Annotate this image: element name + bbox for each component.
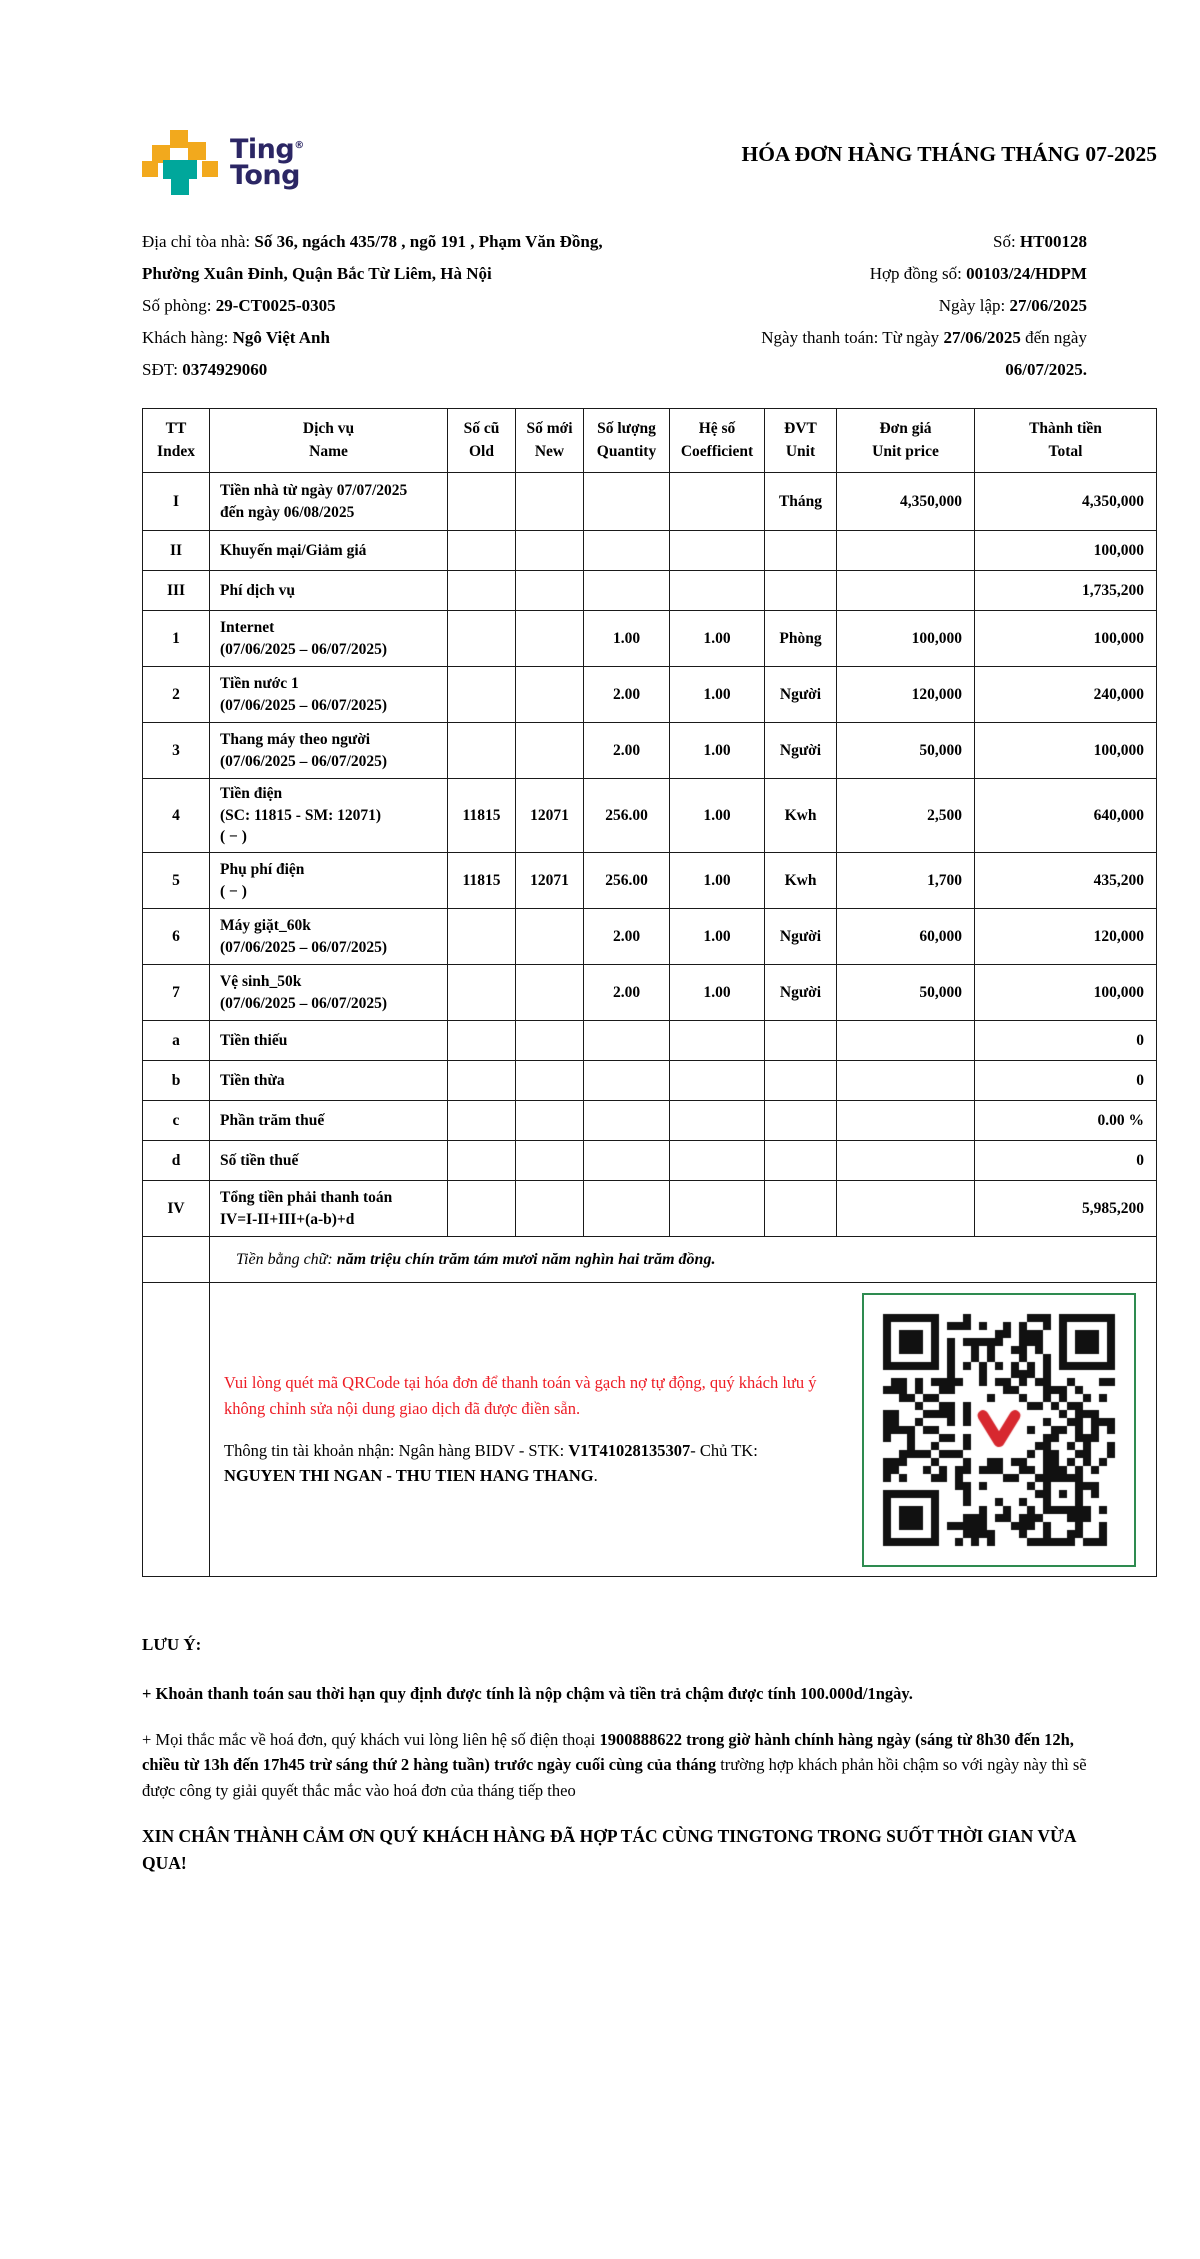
quantity [584,1021,670,1061]
coefficient [670,1141,765,1181]
service-name: Tiền nhà từ ngày 07/07/2025 đến ngày 06/08/2025 [210,473,448,531]
thank-you-message: XIN CHÂN THÀNH CẢM ƠN QUÝ KHÁCH HÀNG ĐÃ HỢP TÁC CÙNG TINGTONG TRONG SUỐT THỜI GIAN VỪA QUA! [142,1826,1076,1874]
tingtong-logo-icon [142,130,218,196]
coefficient: 1.00 [670,723,765,779]
quantity [584,1141,670,1181]
old-reading [448,909,516,965]
table-row [143,1181,1157,1237]
unit: Phòng [765,611,837,667]
unit [765,1021,837,1061]
coefficient [670,571,765,611]
unit-price: 100,000 [837,611,975,667]
coefficient: 1.00 [670,909,765,965]
coefficient: 1.00 [670,853,765,909]
total-amount: 100,000 [975,531,1157,571]
coefficient [670,531,765,571]
table-row [143,1021,1157,1061]
footer-notes [142,1635,1157,1878]
unit [765,1181,837,1237]
new-reading [516,1061,584,1101]
payment-qr-code [862,1293,1136,1567]
total-amount: 100,000 [975,611,1157,667]
service-name: Số tiền thuế [210,1141,448,1181]
row-index: 5 [143,853,210,909]
building-address-line2: Phường Xuân Đỉnh, Quận Bắc Từ Liêm, Hà Nội [142,264,492,283]
new-reading [516,723,584,779]
column-header: Dịch vụ Name [210,409,448,473]
column-header: Thành tiền Total [975,409,1157,473]
quantity [584,1061,670,1101]
table-row [143,473,1157,531]
service-name: Tiền điện (SC: 11815 - SM: 12071) ( − ) [210,779,448,853]
table-row [143,611,1157,667]
quantity: 2.00 [584,909,670,965]
table-row [143,853,1157,909]
row-index: 4 [143,779,210,853]
row-index: 6 [143,909,210,965]
service-name: Phụ phí điện ( − ) [210,853,448,909]
invoice-title: HÓA ĐƠN HÀNG THÁNG THÁNG 07-2025 [741,142,1157,166]
invoice-page [142,130,1157,1898]
qr-scan-note: Vui lòng quét mã QRCode tại hóa đơn để thanh toán và gạch nợ tự động, quý khách lưu ý không chỉnh sửa nội dung giao dịch đã được điền sẵn. [224,1373,817,1418]
qr-payment-cell [210,1283,1157,1577]
contract-number: Hợp đồng số: 00103/24/HDPM [869,264,1087,283]
unit-price: 4,350,000 [837,473,975,531]
unit-price [837,1141,975,1181]
service-name: Internet (07/06/2025 – 06/07/2025) [210,611,448,667]
invoice-table [142,408,1157,1577]
column-header: TT Index [143,409,210,473]
old-reading [448,723,516,779]
payment-instructions [210,1370,862,1488]
old-reading [448,1141,516,1181]
table-row [143,723,1157,779]
coefficient [670,1181,765,1237]
row-index: II [143,531,210,571]
coefficient: 1.00 [670,965,765,1021]
column-header: Hệ số Coefficient [670,409,765,473]
table-row [143,779,1157,853]
unit [765,1101,837,1141]
column-header: Số cũ Old [448,409,516,473]
room-number: Số phòng: 29-CT0025-0305 [142,296,336,315]
total-amount: 0 [975,1061,1157,1101]
quantity [584,1181,670,1237]
column-header: Đơn giá Unit price [837,409,975,473]
old-reading [448,965,516,1021]
table-row [143,531,1157,571]
unit: Tháng [765,473,837,531]
total-amount: 640,000 [975,779,1157,853]
unit-price: 50,000 [837,965,975,1021]
quantity [584,571,670,611]
row-index: c [143,1101,210,1141]
table-row [143,909,1157,965]
old-reading [448,667,516,723]
header-row [143,409,1157,473]
service-name: Vệ sinh_50k (07/06/2025 – 06/07/2025) [210,965,448,1021]
total-amount: 120,000 [975,909,1157,965]
registered-mark: ® [294,140,304,152]
total-amount: 1,735,200 [975,571,1157,611]
row-index: 1 [143,611,210,667]
unit [765,1061,837,1101]
table-row [143,571,1157,611]
service-name: Máy giặt_60k (07/06/2025 – 06/07/2025) [210,909,448,965]
table-row [143,1061,1157,1101]
new-reading [516,571,584,611]
coefficient: 1.00 [670,611,765,667]
old-reading [448,473,516,531]
total-amount: 100,000 [975,965,1157,1021]
tingtong-logo [142,130,304,196]
unit: Người [765,667,837,723]
old-reading: 11815 [448,779,516,853]
new-reading: 12071 [516,779,584,853]
total-amount: 240,000 [975,667,1157,723]
unit [765,531,837,571]
coefficient [670,1061,765,1101]
unit-price [837,1021,975,1061]
new-reading: 12071 [516,853,584,909]
quantity: 1.00 [584,611,670,667]
old-reading [448,1061,516,1101]
new-reading [516,1141,584,1181]
column-header: Số mới New [516,409,584,473]
total-amount: 435,200 [975,853,1157,909]
unit: Người [765,723,837,779]
unit-price: 2,500 [837,779,975,853]
quantity [584,1101,670,1141]
invoice-table-header [143,409,1157,473]
table-row [143,1141,1157,1181]
amount-in-words: Tiền bằng chữ: năm triệu chín trăm tám mươi năm nghìn hai trăm đồng. [210,1237,1157,1283]
invoice-header [142,130,1157,196]
new-reading [516,1101,584,1141]
old-reading [448,571,516,611]
unit [765,1141,837,1181]
qr-code-image [873,1304,1125,1556]
total-amount: 5,985,200 [975,1181,1157,1237]
coefficient [670,473,765,531]
service-name: Khuyến mại/Giảm giá [210,531,448,571]
service-name: Phí dịch vụ [210,571,448,611]
total-amount: 0.00 % [975,1101,1157,1141]
payment-period: Ngày thanh toán: Từ ngày 27/06/2025 đến ngày 06/07/2025. [761,328,1087,379]
info-left-column [142,226,710,386]
quantity [584,531,670,571]
unit-price: 120,000 [837,667,975,723]
quantity: 2.00 [584,667,670,723]
account-info: Thông tin tài khoản nhận: Ngân hàng BIDV - STK: V1T41028135307- Chủ TK: NGUYEN THI NGAN - THU TIEN HANG THANG. [224,1440,758,1486]
unit-price: 50,000 [837,723,975,779]
total-amount: 100,000 [975,723,1157,779]
unit-price [837,1061,975,1101]
new-reading [516,611,584,667]
service-name: Tổng tiền phải thanh toán IV=I-II+III+(a-b)+d [210,1181,448,1237]
table-row [143,1101,1157,1141]
amount-in-words-row [143,1237,1157,1283]
new-reading [516,965,584,1021]
service-name: Tiền thừa [210,1061,448,1101]
quantity: 256.00 [584,779,670,853]
quantity: 256.00 [584,853,670,909]
quantity: 2.00 [584,965,670,1021]
invoice-info [142,226,1157,386]
unit-price [837,571,975,611]
unit: Người [765,965,837,1021]
tingtong-logo-wordmark: Ting® Tong [230,134,304,191]
total-amount: 0 [975,1141,1157,1181]
old-reading [448,1101,516,1141]
service-name: Phần trăm thuế [210,1101,448,1141]
row-index: a [143,1021,210,1061]
unit-price: 1,700 [837,853,975,909]
row-index: d [143,1141,210,1181]
qr-payment-row [143,1283,1157,1577]
row-index: 7 [143,965,210,1021]
new-reading [516,909,584,965]
coefficient [670,1101,765,1141]
invoice-table-body [143,473,1157,1237]
new-reading [516,667,584,723]
unit: Kwh [765,853,837,909]
unit: Người [765,909,837,965]
new-reading [516,473,584,531]
issue-date: Ngày lập: 27/06/2025 [938,296,1087,315]
table-row [143,965,1157,1021]
hotline-note: + Mọi thắc mắc về hoá đơn, quý khách vui lòng liên hệ số điện thoại 1900888622 trong giờ hành chính hàng ngày (sáng từ 8h30 đến 12h, chiều từ 13h đến 17h45 trừ sáng thứ 2 hàng tuần) trước ngày cuối cùng của tháng trường hợp khách phản hồi chậm so với ngày này thì sẽ được công ty giải quyết thắc mắc vào hoá đơn của tháng tiếp theo [142,1729,1087,1800]
old-reading [448,1181,516,1237]
service-name: Thang máy theo người (07/06/2025 – 06/07/2025) [210,723,448,779]
info-right-column [710,226,1157,386]
service-name: Tiền thiếu [210,1021,448,1061]
unit: Kwh [765,779,837,853]
coefficient: 1.00 [670,667,765,723]
late-payment-note: + Khoản thanh toán sau thời hạn quy định được tính là nộp chậm và tiền trả chậm được tính 100.000d/1ngày. [142,1684,913,1704]
coefficient: 1.00 [670,779,765,853]
new-reading [516,531,584,571]
new-reading [516,1021,584,1061]
coefficient [670,1021,765,1061]
old-reading [448,611,516,667]
old-reading [448,531,516,571]
unit-price: 60,000 [837,909,975,965]
row-index: III [143,571,210,611]
old-reading [448,1021,516,1061]
amount-in-words-index-cell [143,1237,210,1283]
customer-name: Khách hàng: Ngô Việt Anh [142,328,330,347]
quantity: 2.00 [584,723,670,779]
unit-price [837,1101,975,1141]
total-amount: 0 [975,1021,1157,1061]
column-header: Số lượng Quantity [584,409,670,473]
row-index: I [143,473,210,531]
customer-phone: SĐT: 0374929060 [142,360,268,379]
notes-heading: LƯU Ý: [142,1635,202,1655]
unit-price [837,531,975,571]
row-index: 3 [143,723,210,779]
quantity [584,473,670,531]
invoice-number: Số: HT00128 [992,232,1087,251]
building-address-line1: Địa chỉ tòa nhà: Số 36, ngách 435/78 , ngõ 191 , Phạm Văn Đồng, [142,232,603,251]
old-reading: 11815 [448,853,516,909]
unit-price [837,1181,975,1237]
qr-row-index-cell [143,1283,210,1577]
service-name: Tiền nước 1 (07/06/2025 – 06/07/2025) [210,667,448,723]
table-row [143,667,1157,723]
new-reading [516,1181,584,1237]
row-index: b [143,1061,210,1101]
total-amount: 4,350,000 [975,473,1157,531]
column-header: ĐVT Unit [765,409,837,473]
row-index: IV [143,1181,210,1237]
unit [765,571,837,611]
row-index: 2 [143,667,210,723]
